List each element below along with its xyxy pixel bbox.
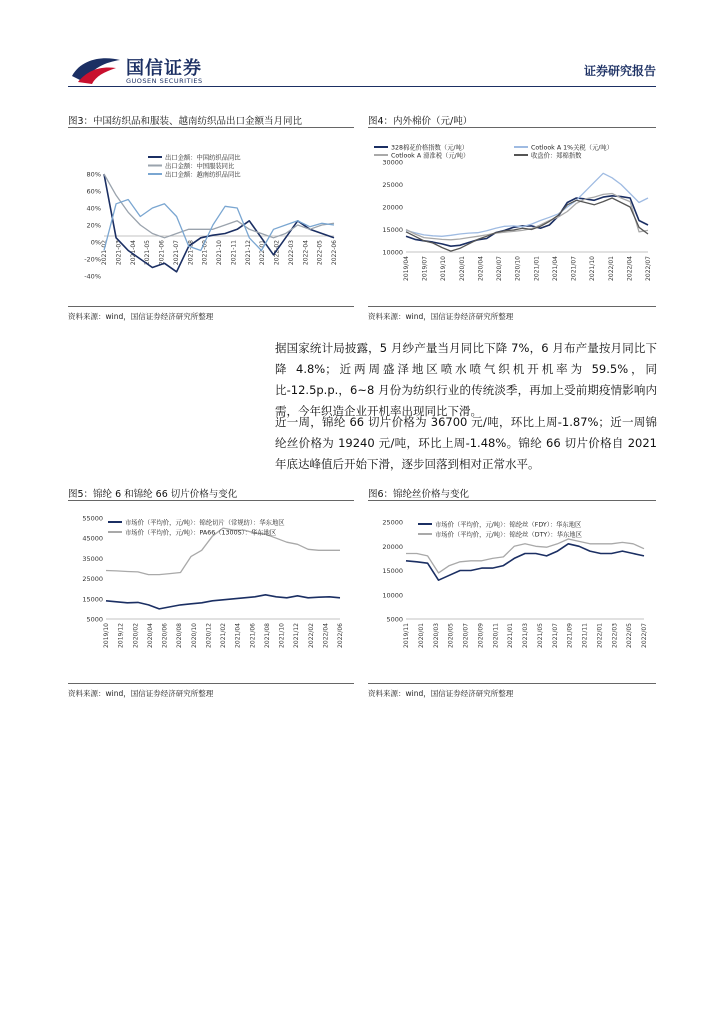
x-tick-label: 2020/10 [514, 256, 522, 281]
x-tick-label: 2021/05 [536, 623, 544, 648]
series-line-1 [406, 196, 648, 246]
x-tick-label: 2021/04 [551, 256, 559, 281]
x-tick-label: 2022/07 [641, 623, 648, 648]
y-tick-label: 10000 [382, 248, 403, 257]
x-tick-label: 2021-04 [129, 240, 137, 266]
x-tick-label: 2020/12 [205, 623, 213, 648]
x-tick-label: 2021/07 [551, 623, 559, 648]
legend-label: 收盘价：郑棉指数 [531, 152, 582, 160]
legend-label: 328棉花价格指数（元/吨） [391, 144, 469, 152]
legend-label: 出口金额：中国服装同比 [165, 162, 235, 170]
y-tick-label: 20% [86, 221, 101, 230]
fig4-top-rule [368, 127, 656, 128]
legend-label: 市场价（平均价，元/吨）：锦纶丝（FDY）：华东地区 [435, 521, 582, 529]
x-tick-label: 2022-01 [259, 240, 267, 266]
y-tick-label: 25000 [382, 181, 403, 189]
x-tick-label: 2021-09 [201, 240, 209, 266]
x-tick-label: 2021-10 [216, 240, 223, 266]
x-tick-label: 2022-06 [331, 240, 338, 266]
x-tick-label: 2022/07 [645, 256, 652, 281]
y-tick-label: 15000 [382, 567, 403, 575]
fig6-bottom-rule [368, 683, 656, 684]
y-tick-label: 25000 [382, 518, 403, 527]
y-tick-label: 35000 [82, 554, 103, 563]
x-tick-label: 2021/09 [566, 623, 574, 648]
paragraph-1: 据国家统计局披露，5 月纱产量当月同比下降 7%，6 月布产量按月同比下降 4.8%；近两周盛泽地区喷水喷气织机开机率为 59.5%，同比-12.5p.p.，6~8 月份为纺织行业的传统淡季，再加上受前期疫情影响内需，今年织造企业开机率出现同比下滑。 [275, 341, 657, 418]
x-tick-label: 2021-06 [158, 240, 166, 266]
y-tick-label: 60% [86, 187, 101, 196]
logo-text-cn: 国信证券 [126, 58, 202, 79]
y-tick-label: 25000 [82, 575, 103, 584]
fig4-source: 资料来源：wind，国信证券经济研究所整理 [368, 312, 514, 321]
x-tick-label: 2021-05 [144, 240, 152, 266]
x-tick-label: 2021/03 [522, 623, 529, 648]
x-tick-label: 2022/06 [337, 623, 344, 648]
x-tick-label: 2022-05 [316, 240, 324, 266]
legend-label: 市场价（平均价，元/吨）：锦纶切片（常规纺）：华东地区 [125, 519, 285, 527]
x-tick-label: 2022/04 [322, 623, 330, 648]
legend-label: Cotlook A 滑准税（元/吨） [391, 152, 470, 160]
series-line-4 [406, 198, 648, 251]
x-tick-label: 2020/10 [190, 623, 198, 648]
x-tick-label: 2021/07 [570, 256, 578, 281]
x-tick-label: 2021/01 [533, 256, 541, 281]
x-tick-label: 2022-03 [287, 240, 295, 266]
x-tick-label: 2019/11 [403, 623, 410, 648]
x-tick-label: 2019/10 [440, 256, 448, 281]
x-tick-label: 2021/11 [581, 623, 589, 648]
series-line-2 [104, 174, 334, 238]
x-tick-label: 2020/07 [462, 623, 470, 648]
fig5-chart [68, 510, 354, 680]
fig6-source: 资料来源：wind，国信证券经济研究所整理 [368, 689, 514, 698]
legend-label: 出口金额：中国纺织品同比 [165, 154, 241, 162]
y-tick-label: 0% [90, 238, 101, 247]
x-tick-label: 2022/03 [611, 623, 619, 648]
y-tick-label: 20000 [382, 203, 403, 212]
x-tick-label: 2021/08 [263, 623, 271, 648]
fig6-top-rule [368, 500, 656, 501]
x-tick-label: 2021/12 [293, 623, 301, 648]
fig6-title: 图6：锦纶丝价格与变化 [368, 489, 470, 500]
x-tick-label: 2021-07 [172, 240, 180, 266]
series-line-2 [406, 173, 648, 236]
logo-mark-icon [70, 54, 122, 86]
x-tick-label: 2021/04 [234, 623, 242, 648]
y-tick-label: 40% [86, 204, 101, 213]
x-tick-label: 2021-11 [230, 240, 238, 266]
x-tick-label: 2020/06 [161, 623, 169, 648]
fig3-top-rule [68, 127, 354, 128]
x-tick-label: 2020/09 [477, 623, 485, 648]
x-tick-label: 2022/01 [596, 623, 604, 648]
x-tick-label: 2020/04 [477, 256, 485, 281]
y-tick-label: 15000 [382, 226, 403, 234]
fig3-bottom-rule [68, 306, 354, 307]
x-tick-label: 2021-02 [101, 240, 108, 266]
y-tick-label: 55000 [82, 514, 103, 523]
x-tick-label: 2022/01 [607, 256, 615, 281]
y-tick-label: 15000 [82, 595, 103, 604]
x-tick-label: 2021/01 [507, 623, 515, 648]
fig5-title: 图5：锦纶 6 和锦纶 66 切片价格与变化 [68, 489, 238, 500]
y-tick-label: -20% [84, 255, 101, 264]
x-tick-label: 2020/08 [176, 623, 184, 648]
x-tick-label: 2022/04 [626, 256, 634, 281]
x-tick-label: 2020/01 [458, 256, 466, 281]
logo-text-en: GUOSEN SECURITIES [126, 77, 203, 85]
fig3-title: 图3：中国纺织品和服装、越南纺织品出口金额当月同比 [68, 116, 303, 127]
y-tick-label: 10000 [382, 591, 403, 600]
fig5-top-rule [68, 500, 354, 501]
x-tick-label: 2021/06 [249, 623, 257, 648]
x-tick-label: 2019/12 [117, 623, 125, 648]
x-tick-label: 2020/03 [432, 623, 440, 648]
fig6-chart [368, 510, 656, 680]
x-tick-label: 2019/10 [103, 623, 110, 648]
report-type: 证券研究报告 [583, 64, 656, 78]
series-line-1 [406, 544, 644, 580]
fig4-bottom-rule [368, 306, 656, 307]
legend-label: Cotlook A 1%关税（元/吨） [531, 144, 614, 152]
header-divider [68, 86, 656, 87]
y-tick-label: 45000 [82, 534, 103, 543]
x-tick-label: 2020/11 [492, 623, 500, 648]
y-tick-label: 5000 [386, 615, 403, 624]
x-tick-label: 2022/02 [307, 623, 315, 648]
logo [70, 54, 220, 88]
x-tick-label: 2021/02 [220, 623, 227, 648]
series-line-1 [106, 595, 340, 609]
x-tick-label: 2020/05 [447, 623, 455, 648]
x-tick-label: 2019/04 [403, 256, 410, 281]
x-tick-label: 2021-08 [187, 240, 195, 266]
y-tick-label: -40% [84, 272, 101, 281]
y-tick-label: 30000 [382, 158, 403, 167]
fig4-title: 图4：内外棉价（元/吨） [368, 116, 473, 127]
fig5-source: 资料来源：wind，国信证券经济研究所整理 [68, 689, 214, 698]
x-tick-label: 2019/07 [421, 256, 429, 281]
y-tick-label: 5000 [86, 615, 103, 624]
y-tick-label: 20000 [382, 542, 403, 551]
x-tick-label: 2021-12 [244, 240, 252, 266]
x-tick-label: 2020/07 [496, 256, 504, 281]
legend-label: 出口金额：越南纺织品同比 [165, 171, 241, 179]
paragraph-2: 近一周，锦纶 66 切片价格为 36700 元/吨，环比上周-1.87%；近一周锦纶丝价格为 19240 元/吨，环比上周-1.48%。锦纶 66 切片价格自 2021 年底达峰值后开始下滑，逐步回落到相对正常水平。 [275, 415, 657, 471]
fig3-source: 资料来源：wind，国信证券经济研究所整理 [68, 312, 214, 321]
x-tick-label: 2021-03 [115, 240, 123, 266]
series-line-2 [406, 539, 644, 573]
legend-label: 市场价（平均价，元/吨）：锦纶丝（DTY）：华东地区 [435, 531, 582, 539]
series-line-3 [406, 194, 648, 240]
x-tick-label: 2022/05 [626, 623, 634, 648]
x-tick-label: 2020/02 [132, 623, 140, 648]
x-tick-label: 2022-04 [302, 240, 310, 266]
x-tick-label: 2020/04 [146, 623, 154, 648]
fig5-bottom-rule [68, 683, 354, 684]
x-tick-label: 2022-02 [273, 240, 281, 266]
legend-label: 市场价（平均价，元/吨）：PA66（1300S）：华东地区 [125, 529, 277, 537]
x-tick-label: 2020/01 [417, 623, 425, 648]
fig3-chart [68, 140, 354, 300]
x-tick-label: 2021/10 [589, 256, 597, 281]
x-tick-label: 2021/10 [278, 623, 286, 648]
fig4-chart [368, 140, 656, 300]
y-tick-label: 80% [86, 170, 101, 179]
